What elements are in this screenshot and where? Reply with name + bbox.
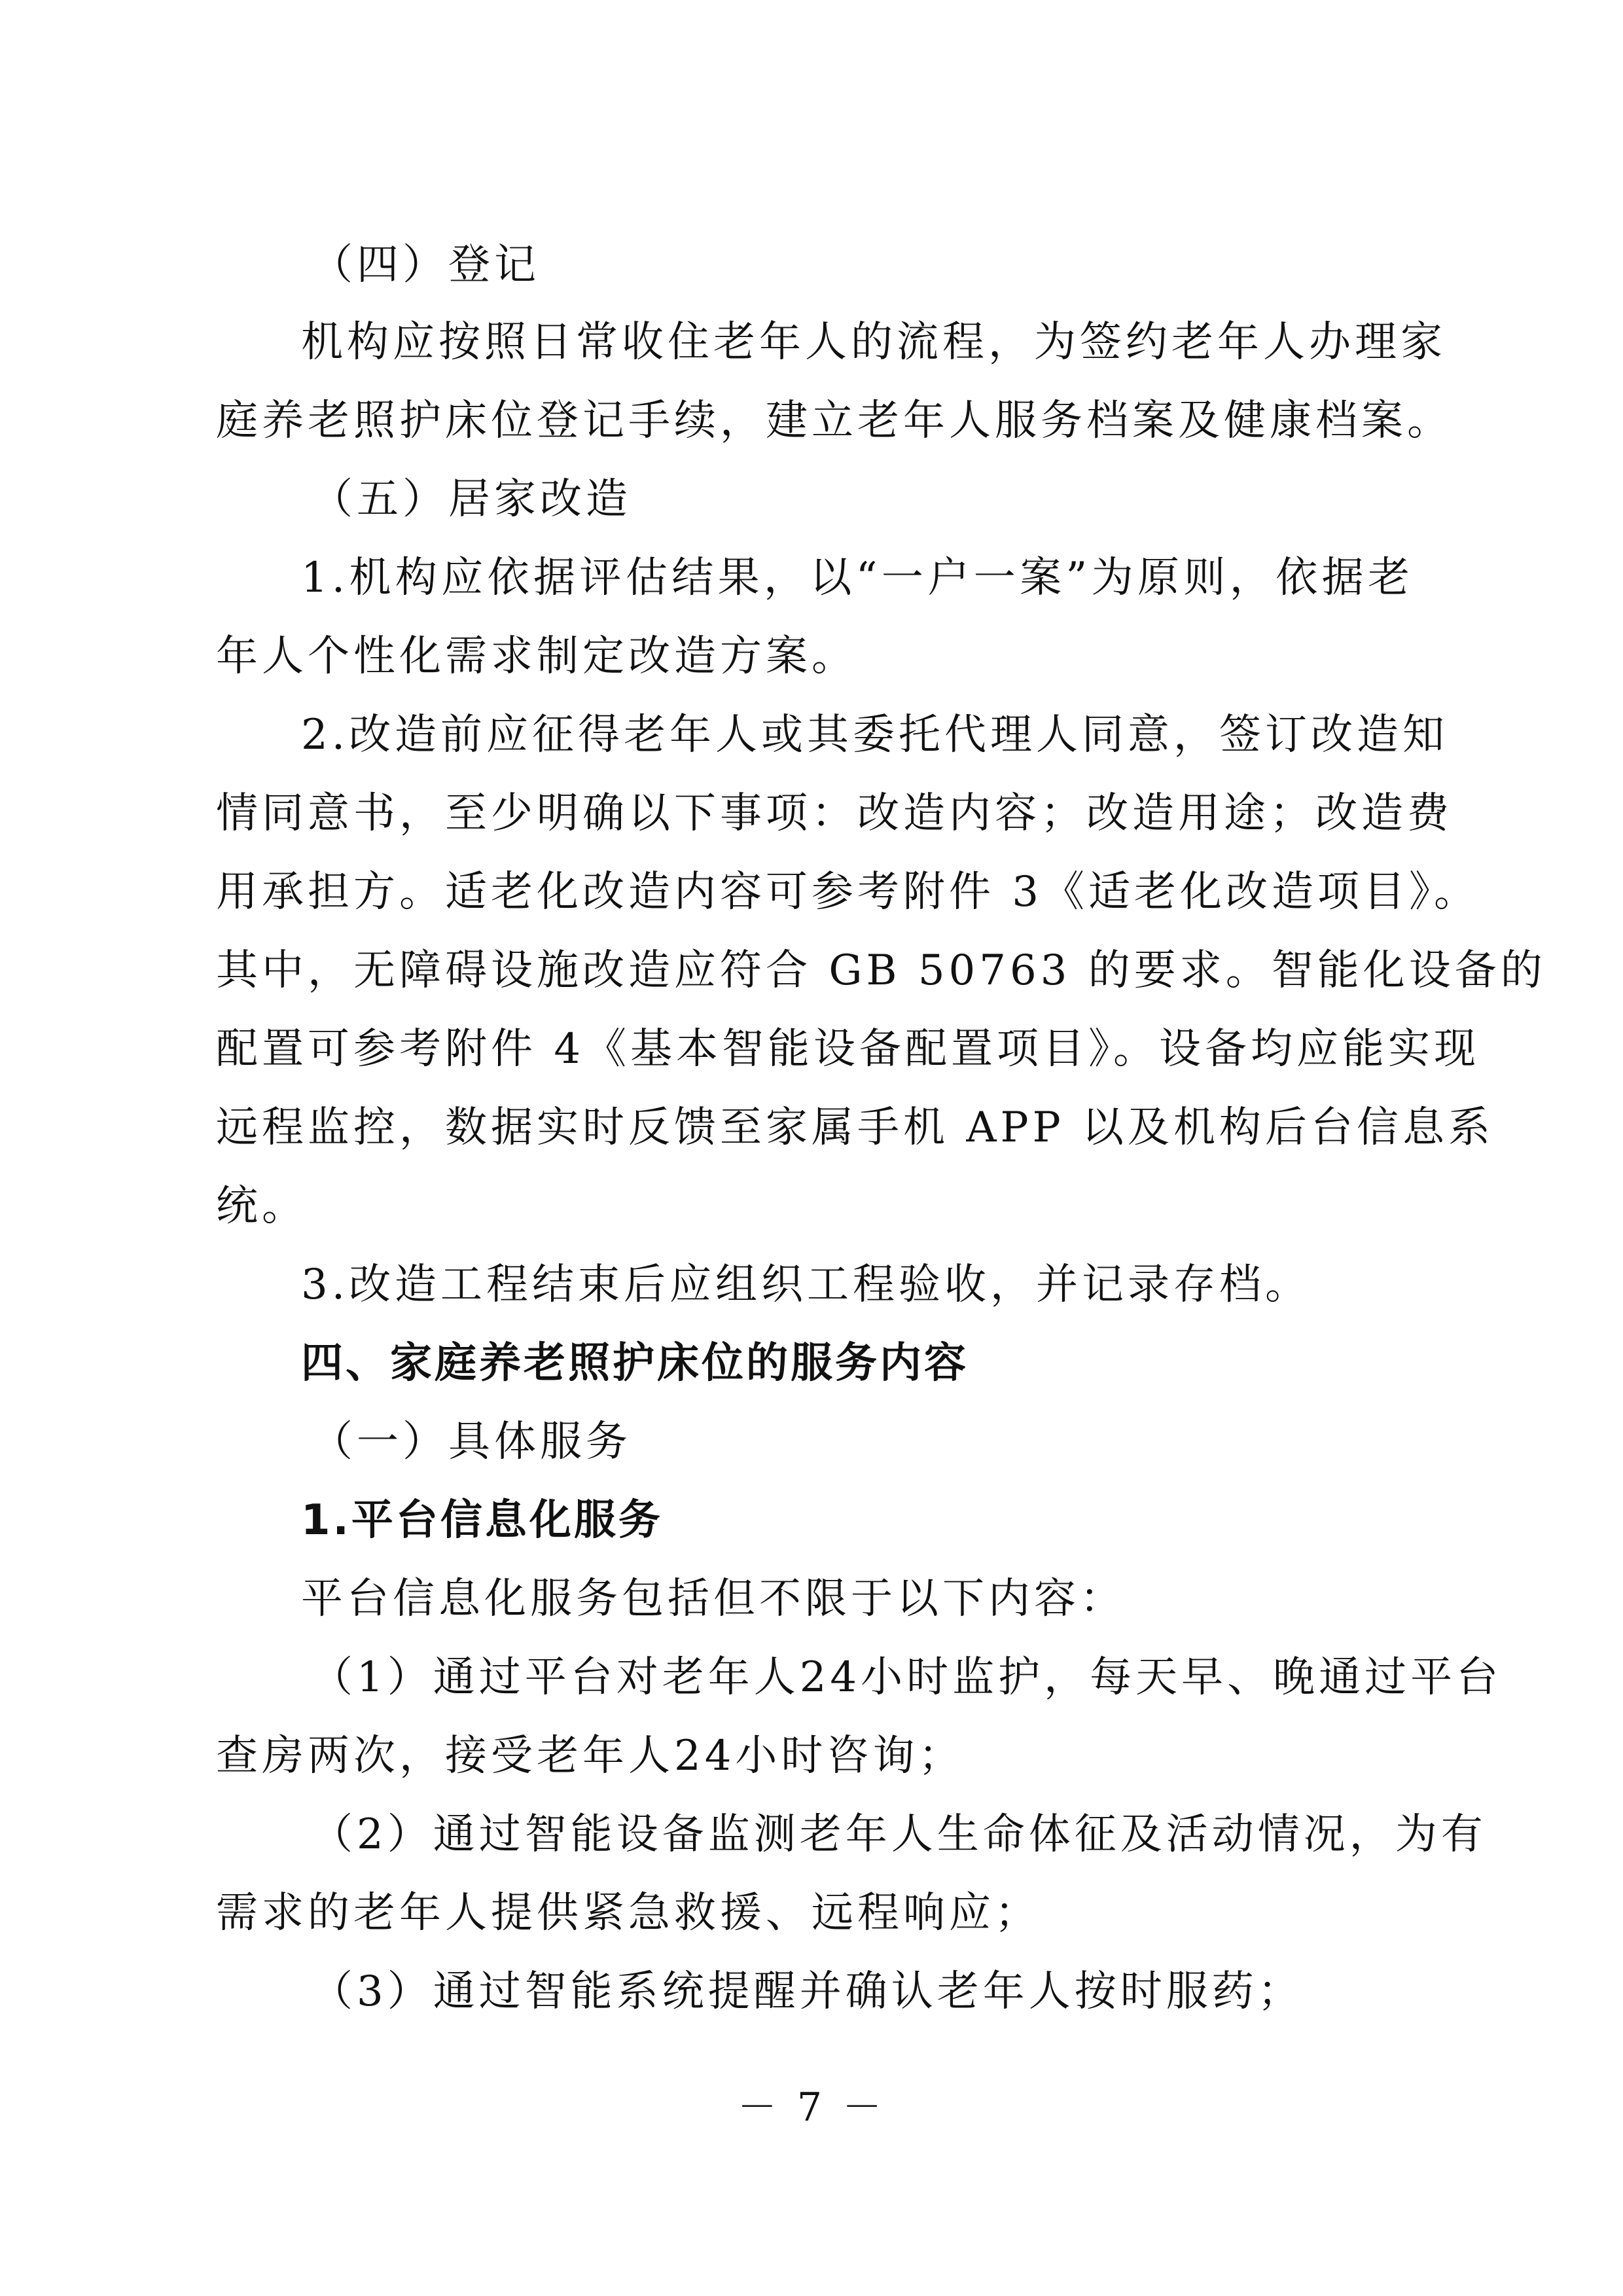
paragraph-line: 配置可参考附件 4《基本智能设备配置项目》。设备均应能实现: [216, 1025, 1480, 1073]
paragraph-line: 其中，无障碍设施改造应符合 GB 50763 的要求。智能化设备的: [216, 946, 1546, 995]
paragraph-line: 2.改造前应征得老年人或其委托代理人同意，签订改造知: [301, 711, 1449, 759]
paragraph-line: 1.机构应依据评估结果，以“一户一案”为原则，依据老: [301, 554, 1414, 602]
section-heading-registration: （四）登记: [311, 241, 540, 289]
list-item-line: （1）通过平台对老年人24小时监护，每天早、晚通过平台: [311, 1653, 1503, 1702]
paragraph-line: 情同意书，至少明确以下事项：改造内容；改造用途；改造费: [216, 789, 1453, 838]
page-number: － 7 －: [737, 2085, 886, 2130]
paragraph-line: 3.改造工程结束后应组织工程验收，并记录存档。: [301, 1261, 1311, 1309]
list-item-line: （3）通过智能系统提醒并确认老年人按时服药；: [311, 1967, 1304, 2016]
paragraph-line: 用承担方。适老化改造内容可参考附件 3《适老化改造项目》。: [216, 868, 1480, 916]
chapter-heading-service-content: 四、家庭养老照护床位的服务内容: [301, 1339, 969, 1388]
paragraph-line: 机构应按照日常收住老年人的流程，为签约老年人办理家: [301, 318, 1446, 367]
paragraph-line: 远程监控，数据实时反馈至家属手机 APP 以及机构后台信息系: [216, 1103, 1495, 1152]
list-item-line: （2）通过智能设备监测老年人生命体征及活动情况，为有: [311, 1810, 1487, 1859]
paragraph-line: 年人个性化需求制定改造方案。: [216, 632, 857, 681]
section-heading-specific-services: （一）具体服务: [311, 1418, 632, 1466]
section-heading-home-renovation: （五）居家改造: [311, 475, 632, 524]
paragraph-line: 统。: [216, 1182, 308, 1230]
subsection-heading-platform-service: 1.平台信息化服务: [301, 1496, 663, 1545]
list-item-line: 需求的老年人提供紧急救援、远程响应；: [216, 1889, 1041, 1937]
paragraph-line: 庭养老照护床位登记手续，建立老年人服务档案及健康档案。: [216, 397, 1453, 445]
paragraph-line: 平台信息化服务包括但不限于以下内容：: [301, 1575, 1126, 1623]
list-item-line: 查房两次，接受老年人24小时咨询；: [216, 1732, 965, 1780]
